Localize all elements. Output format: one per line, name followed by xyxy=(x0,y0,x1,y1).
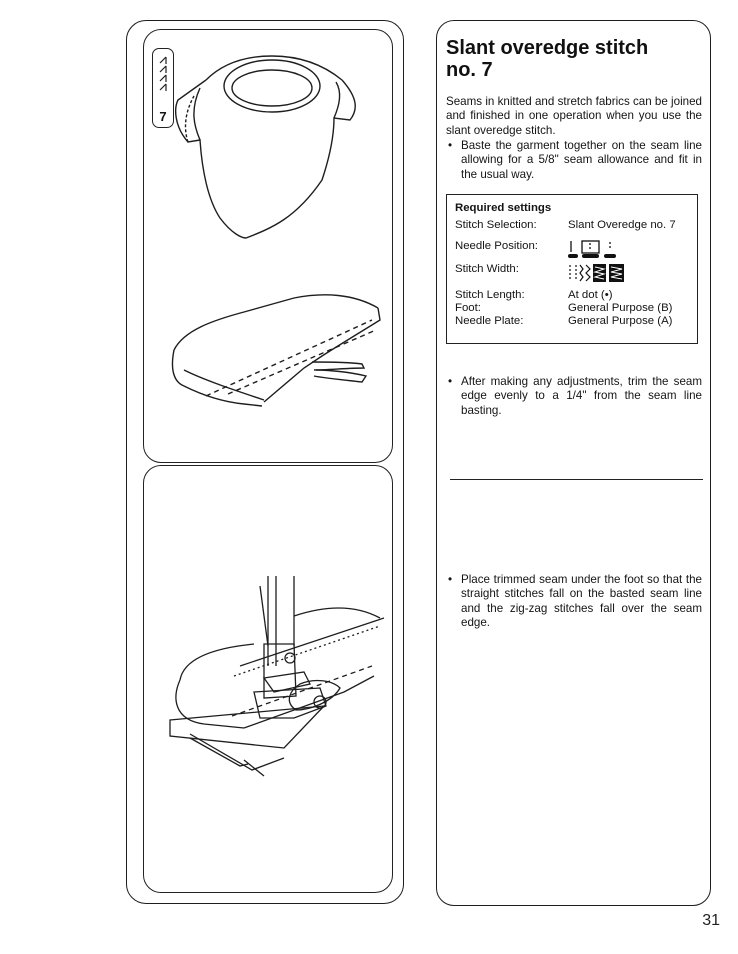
sewing-machine-foot-icon xyxy=(144,466,394,894)
settings-heading: Required settings xyxy=(455,202,552,214)
bullet-place-seam-text: Place trimmed seam under the foot so that the straight stitches fall on the basted seam line and the zig-zag stitches fall over the seam edge. xyxy=(461,573,702,629)
bullet-baste xyxy=(446,139,702,182)
instructions-frame xyxy=(436,20,711,906)
section-title xyxy=(446,37,696,81)
needle-plate-value: General Purpose (A) xyxy=(568,315,673,327)
stitch-length-label: Stitch Length: xyxy=(455,289,525,301)
required-settings-box xyxy=(446,194,698,344)
page-number: 31 xyxy=(702,912,720,929)
section-title-line1: Slant overedge stitch xyxy=(446,37,649,59)
top-illustration-panel xyxy=(143,29,393,463)
fabric-seam-icon xyxy=(144,30,394,464)
stitch-width-label: Stitch Width: xyxy=(455,263,519,275)
bullet-place-seam xyxy=(446,573,702,630)
bullet-dot: • xyxy=(448,573,453,586)
bullet-trim-text: After making any adjustments, trim the seam edge evenly to a 1/4" from the seam line basting. xyxy=(461,375,702,417)
stitch-width-icon xyxy=(568,263,628,287)
illustration-frame xyxy=(126,20,404,904)
section-title-line2: no. 7 xyxy=(446,59,493,81)
bullet-baste-text: Baste the garment together on the seam line allowing for a 5/8" seam allowance and fit in the usual way. xyxy=(461,139,702,181)
stitch-selection-label: Stitch Selection: xyxy=(455,219,537,231)
bottom-illustration-panel xyxy=(143,465,393,893)
foot-label: Foot: xyxy=(455,302,481,314)
needle-position-icon xyxy=(568,240,624,264)
bullet-dot: • xyxy=(448,139,453,152)
intro-paragraph: Seams in knitted and stretch fabrics can be joined and finished in one operation when you use the slant overedge stitch. xyxy=(446,95,702,137)
section-divider xyxy=(450,479,703,480)
needle-plate-label: Needle Plate: xyxy=(455,315,524,327)
bullet-dot: • xyxy=(448,375,453,388)
stitch-number: 7 xyxy=(159,109,167,124)
foot-value: General Purpose (B) xyxy=(568,302,673,314)
needle-position-label: Needle Position: xyxy=(455,240,538,252)
bullet-trim xyxy=(446,375,702,418)
stitch-selection-value: Slant Overedge no. 7 xyxy=(568,219,676,231)
stitch-length-value: At dot (•) xyxy=(568,289,613,301)
